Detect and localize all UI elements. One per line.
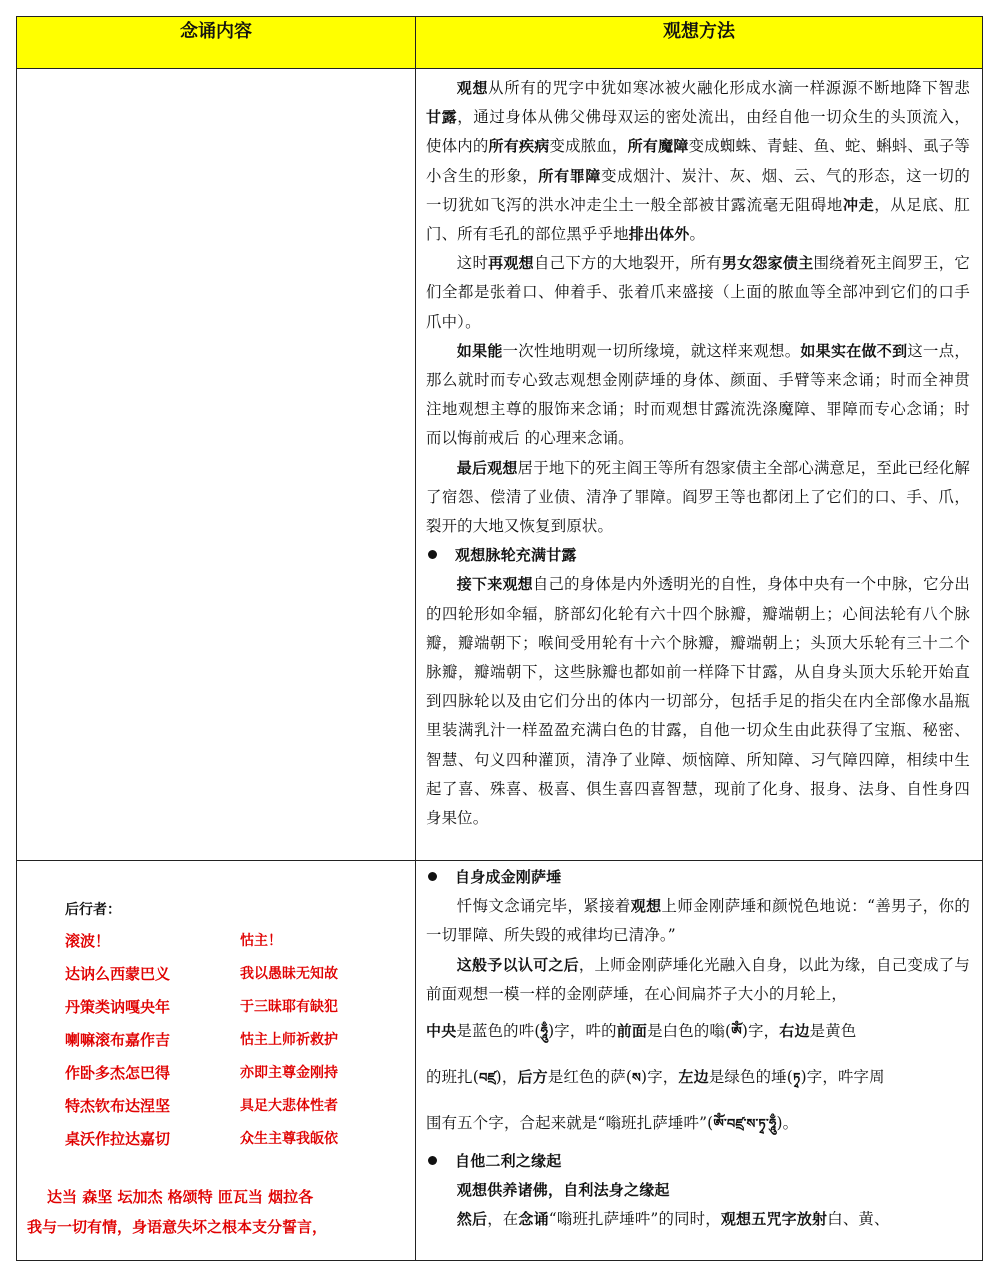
header-visualization: 观想方法 <box>416 17 983 69</box>
verse-row: 特杰钦布达涅坚 具足大悲体性者 <box>65 1097 338 1115</box>
paragraph-if-able: 如果能一次性地明观一切所缘境，就这样来观想。如果实在做不到这一点，那么就时而专心致志观想金刚萨埵的身体、颜面、手臂等来念诵；时而全神贯注地观想主尊的服饰来念诵；时而观想甘露流洗涤魔障、罪障而专心念诵；时而以悔前戒后 的心理来念诵。 <box>426 341 970 448</box>
paragraph-approval: 这般予以认可之后，上师金刚萨埵化光融入自身，以此为缘，自己变成了与前面观想一模一样的金刚萨埵，在心间扁芥子大小的月轮上， <box>426 955 970 1003</box>
verse-row: 滚波！ 怙主！ <box>65 932 282 950</box>
verse-tail-meaning: 我与一切有情，身语意失坏之根本支分誓言， <box>27 1218 328 1236</box>
bullet-dot-icon <box>428 1156 437 1165</box>
paragraph-channels: 接下来观想自己的身体是内外透明光的自性，身体中央有一个中脉，它分出的四轮形如伞辐，脐部幻化轮有六十四个脉瓣，瓣端朝上；心间法轮有八个脉瓣，瓣端朝下；喉间受用轮有十六个脉瓣，瓣端朝上；头顶大乐轮有三十二个脉瓣，瓣端朝下，这些脉瓣也都如前一样降下甘露，从自身头顶大乐轮开始直到四脉轮以及由它们分出的体内一切部分，包括手足的指尖在内全部像水晶瓶里装满乳汁一样盈盈充满白色的甘露，自他一切众生由此获得了宝瓶、秘密、智慧、句义四种灌顶，清净了业障、烦恼障、所知障、习气障四障，相续中生起了喜、殊喜、极喜、俱生喜四喜智慧，现前了化身、报身、法身、自性身四身果位。 <box>426 575 970 828</box>
bullet-channels: 观想脉轮充满甘露 <box>426 541 970 570</box>
paragraph-finally: 最后观想居于地下的死主阎王等所有怨家债主全部心满意足，至此已经化解了宿怨、偿清了业债、清净了罪障。阎罗王等也都闭上了它们的口、手、爪，裂开的大地又恢复到原状。 <box>426 458 970 536</box>
verse-row: 桌沃作拉达嘉切 众生主尊我皈依 <box>65 1130 338 1148</box>
verse-row: 作卧多杰怎巴得 亦即主尊金刚持 <box>65 1064 338 1082</box>
bullet-become-vajrasattva: 自身成金刚萨埵 <box>426 863 970 892</box>
paragraph-then: 然后，在念诵“嗡班扎萨埵吽”的同时，观想五咒字放射白、黄、 <box>456 1210 890 1229</box>
verse-tail <box>17 1182 415 1242</box>
verse-row: 喇嘛滚布嘉作吉 怙主上师祈救护 <box>65 1031 338 1049</box>
practitioner-label: 后行者： <box>65 902 121 918</box>
verse-tail-transliteration: 达当 森坚 坛加杰 格颂特 匝瓦当 烟拉各 <box>47 1188 314 1206</box>
paragraph-syllables-2: 的班扎(བཛྲ)，后方是红色的萨(ས)字，左边是绿色的埵(ཏྭ)字，吽字周 <box>426 1068 885 1087</box>
paragraph-syllables-3: 围有五个字，合起来就是“嗡班扎萨埵吽”(ཨོཾ་བཛྲ་ས་ཏྭ་ཧཱུྃ)。 <box>426 1114 799 1133</box>
bullet-two-benefits: 自他二利之缘起 <box>426 1147 970 1176</box>
bullet-dot-icon <box>428 872 437 881</box>
verse-row: 丹策类讷嘎央年 于三昧耶有缺犯 <box>65 998 338 1016</box>
bullet-dot-icon <box>428 550 437 559</box>
paragraph-nectar: 观想从所有的咒字中犹如寒冰被火融化形成水滴一样源源不断地降下智悲甘露，通过身体从佛父佛母双运的密处流出，由经自他一切众生的头顶流入，使体内的所有疾病变成脓血，所有魔障变成蜘蛛、青蛙、鱼、蛇、蝌蚪、虱子等小含生的形象，所有罪障变成烟汁、炭汁、灰、烟、云、气的形态，这一切的一切犹如飞泻的洪水冲走尘土一般全部被甘露流毫无阻碍地冲走，从足底、肛门、所有毛孔的部位黑乎乎地排出体外。 <box>426 79 971 244</box>
header-recitation: 念诵内容 <box>17 17 416 69</box>
upper-right-cell <box>416 69 983 861</box>
verse-row: 达讷么西蒙巴义 我以愚昧无知故 <box>65 965 338 983</box>
paragraph-confession: 忏悔文念诵完毕，紧接着观想上师金刚萨埵和颜悦色地说：“善男子，你的一切罪障、所失毁的戒律均已清净。” <box>426 897 970 945</box>
lower-left-cell <box>17 861 416 1261</box>
upper-left-empty-cell <box>17 69 416 861</box>
lower-right-cell <box>416 861 983 1261</box>
paragraph-syllables-1: 中央是蓝色的吽(ཧཱུྃ)字，吽的前面是白色的嗡(ཨོཾ)字，右边是黄色 <box>426 1022 857 1041</box>
paragraph-earth-opens: 这时再观想自己下方的大地裂开，所有男女怨家债主围绕着死主阎罗王，它们全都是张着口、伸着手、张着爪来盛接（上面的脓血等全部冲到它们的口手爪中）。 <box>426 254 971 331</box>
sadhana-table <box>16 16 983 1261</box>
subheading-offering: 观想供养诸佛，自利法身之缘起 <box>456 1181 670 1200</box>
